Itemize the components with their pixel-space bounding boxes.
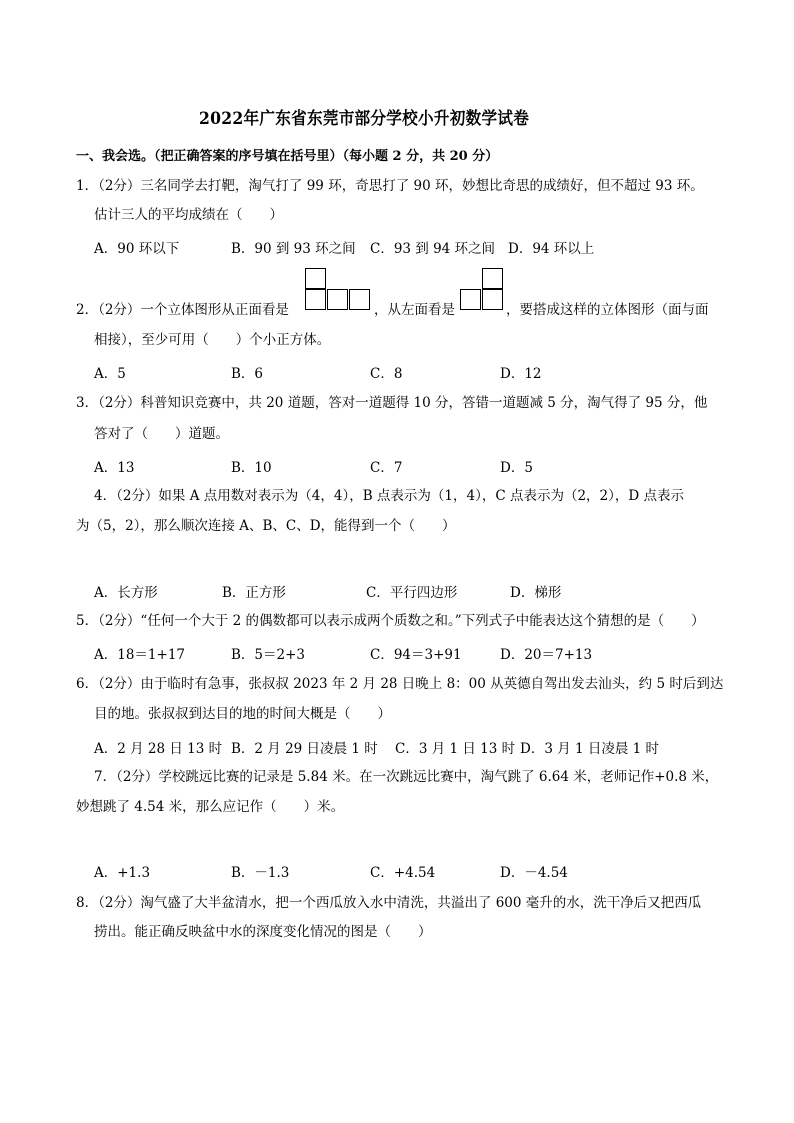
- question-6-option-a: A．2 月 28 日 13 时: [94, 741, 223, 757]
- question-7-option-b: B．－1.3: [231, 865, 290, 881]
- section-heading: 一、我会选。（把正确答案的序号填在括号里）（每小题 2 分，共 20 分）: [76, 149, 499, 164]
- question-8-line-1: 8．（2分）淘气盛了大半盆清水，把一个西瓜放入水中清洗，共溢出了 600 毫升的水，洗干净后又把西瓜: [76, 895, 702, 911]
- question-1-line-2: 估计三人的平均成绩在（ ）: [94, 207, 283, 223]
- question-5-option-d: D．20＝7+13: [500, 647, 593, 663]
- exam-title: 2022年广东省东莞市部分学校小升初数学试卷: [199, 109, 530, 129]
- question-6-line-1: 6．（2分）由于临时有急事，张叔叔 2023 年 2 月 28 日晚上 8：00 从英德自驾出发去汕头，约 5 时后到达: [76, 676, 724, 692]
- question-1-option-d: D．94 环以上: [508, 241, 595, 257]
- question-1-line-1: 1．（2分）三名同学去打靶，淘气打了 99 环，奇思打了 90 环，妙想比奇思的成绩好，但不超过 93 环。: [76, 178, 704, 194]
- question-4-option-a: A．长方形: [94, 585, 158, 601]
- question-3-option-d: D．5: [500, 460, 533, 476]
- question-2-line-2: 相接），至少可用（ ）个小正方体。: [94, 332, 331, 348]
- question-3-line-1: 3．（2分）科普知识竞赛中，共 20 道题，答对一道题得 10 分，答错一道题减 5 分，淘气得了 95 分，他: [76, 395, 708, 411]
- question-8-line-2: 捞出。能正确反映盆中水的深度变化情况的图是（ ）: [94, 924, 432, 940]
- question-2-line-1a: 2．（2分）一个立体图形从正面看是: [76, 302, 289, 318]
- question-4-line-1: 4．（2分）如果 A 点用数对表示为（4，4），B 点表示为（1，4），C 点表示为（2，2），D 点表示: [94, 488, 684, 504]
- question-6-line-2: 目的地。张叔叔到达目的地的时间大概是（ ）: [94, 706, 391, 722]
- left-view-figure: [460, 268, 506, 312]
- question-3-option-c: C．7: [370, 460, 403, 476]
- question-4-option-d: D．梯形: [510, 585, 562, 601]
- question-2-line-1b: ，从左面看是: [374, 302, 455, 318]
- question-7-line-1: 7．（2分）学校跳远比赛的记录是 5.84 米。在一次跳远比赛中，淘气跳了 6.64 米，老师记作+0.8 米，: [94, 769, 719, 785]
- question-3-option-a: A．13: [94, 460, 135, 476]
- question-1-option-a: A．90 环以下: [94, 241, 180, 257]
- question-6-option-c: C．3 月 1 日 13 时: [395, 741, 516, 757]
- question-2-line-1c: ，要搭成这样的立体图形（面与面: [506, 302, 709, 318]
- question-5-option-a: A．18＝1+17: [94, 647, 186, 663]
- question-2-option-b: B．6: [231, 366, 264, 382]
- question-5-option-b: B．5＝2+3: [231, 647, 305, 663]
- question-2-option-c: C．8: [370, 366, 403, 382]
- question-7-option-a: A．+1.3: [94, 865, 151, 881]
- question-2-option-d: D．12: [500, 366, 542, 382]
- question-5-option-c: C．94＝3+91: [370, 647, 462, 663]
- front-view-figure: [305, 268, 375, 312]
- question-7-option-d: D．－4.54: [500, 865, 568, 881]
- question-7-option-c: C．+4.54: [370, 865, 436, 881]
- question-1-option-c: C．93 到 94 环之间: [370, 241, 496, 257]
- question-4-option-c: C．平行四边形: [366, 585, 458, 601]
- question-3-option-b: B．10: [231, 460, 272, 476]
- question-4-line-2: 为（5，2），那么顺次连接 A、B、C、D，能得到一个（ ）: [76, 518, 456, 534]
- question-3-line-2: 答对了（ ）道题。: [94, 426, 229, 442]
- question-6-option-d: D．3 月 1 日凌晨 1 时: [520, 741, 660, 757]
- question-1-option-b: B．90 到 93 环之间: [231, 241, 356, 257]
- question-4-option-b: B．正方形: [222, 585, 286, 601]
- question-2-option-a: A．5: [94, 366, 126, 382]
- question-6-option-b: B．2 月 29 日凌晨 1 时: [231, 741, 378, 757]
- question-7-line-2: 妙想跳了 4.54 米，那么应记作（ ）米。: [76, 799, 345, 815]
- question-5-line-1: 5．（2分）“任何一个大于 2 的偶数都可以表示成两个质数之和。”下列式子中能表达这个猜想的是（ ）: [76, 613, 705, 629]
